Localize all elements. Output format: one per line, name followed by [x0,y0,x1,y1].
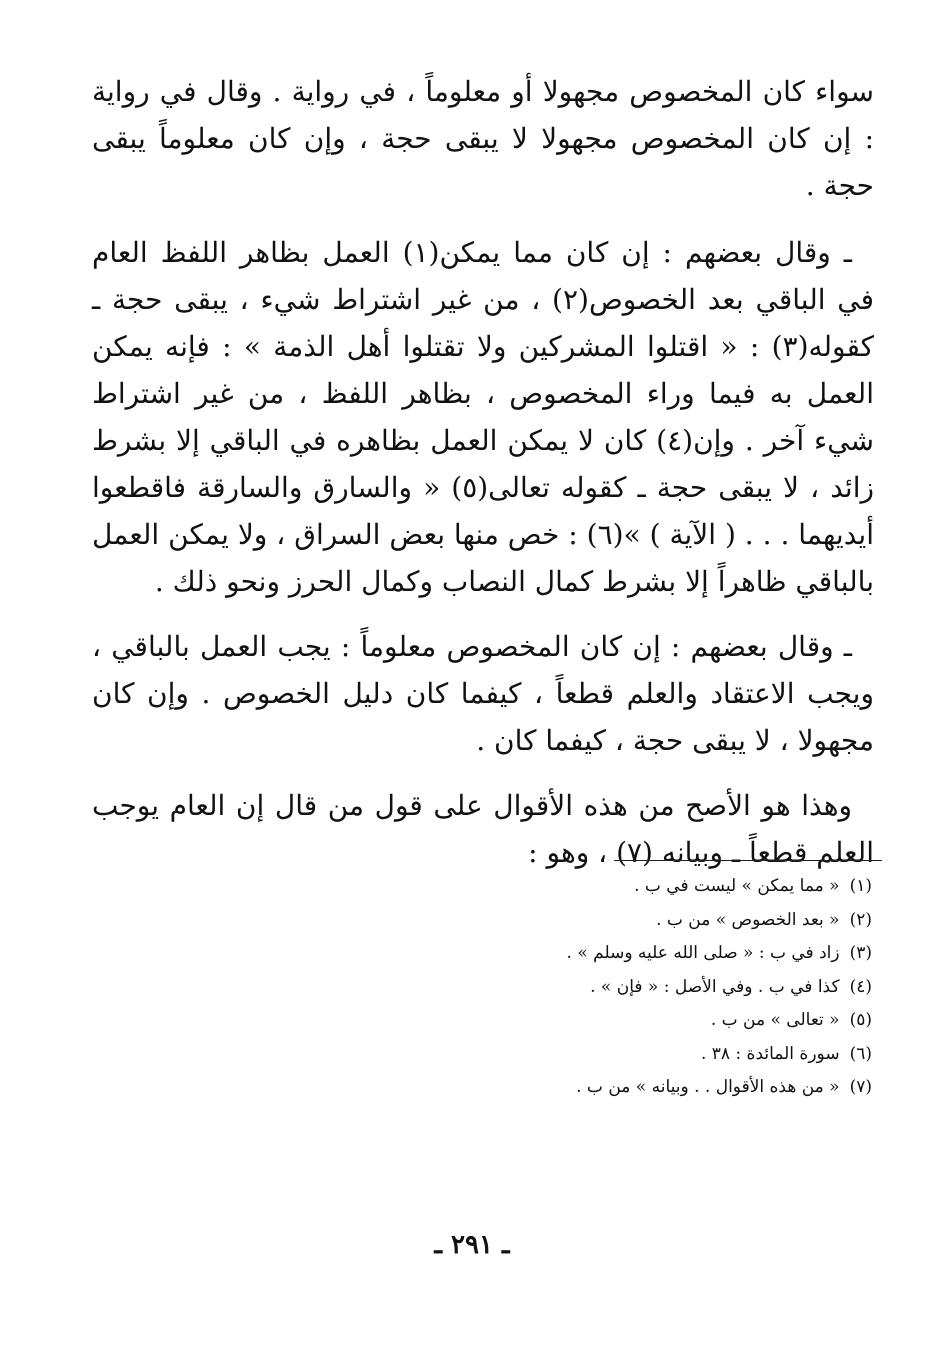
footnote-1 [172,870,872,904]
footnote-text: « تعالى » من ب . [710,1010,840,1030]
footnotes [172,870,872,1105]
footnote-number: (٥) [849,1010,872,1030]
footnote-number: (١) [849,876,872,896]
paragraph-2: ـ وقال بعضهم : إن كان مما يمكن(١) العمل بظاهر اللفظ العام في الباقي بعد الخصوص(٢) ، من غير اشتراط شيء ، يبقى حجة ـ كقوله(٣) : « اقتلوا المشركين ولا تقتلوا أهل الذمة » : فإنه يمكن العمل به فيما وراء المخصوص ، بظاهر اللفظ ، من غير اشتراط شيء آخر . وإن(٤) كان لا يمكن العمل بظاهره في الباقي إلا بشرط زائد ، لا يبقى حجة ـ كقوله تعالى(٥) « والسارق والسارقة فاقطعوا أيديهما . . . ( الآية ) »(٦) : خص منها بعض السراق ، ولا يمكن العمل بالباقي ظاهراً إلا بشرط كمال النصاب وكمال الحرز ونحو ذلك . [92,236,875,598]
footnote-number: (٣) [849,943,872,963]
footnote-5 [172,1004,872,1038]
footnote-3 [172,937,872,971]
footnote-2 [172,904,872,938]
footnote-6 [172,1038,872,1072]
paragraph-1: سواء كان المخصوص مجهولا أو معلوماً ، في رواية . وقال في رواية : إن كان المخصوص مجهولا لا يبقى حجة ، وإن كان معلوماً يبقى حجة . [92,75,874,202]
main-text [92,68,874,876]
footnote-4 [172,971,872,1005]
footnote-separator [614,860,882,861]
footnote-number: (٤) [849,976,872,997]
paragraph-4: وهذا هو الأصح من هذه الأقوال على قول من قال إن العام يوجب العلم قطعاً ـ وبيانه (٧) ، وهو : [92,789,874,869]
footnote-text: كذا في ب . وفي الأصل : « فإن » . [590,976,840,997]
footnote-7 [172,1071,872,1105]
footnote-text: « بعد الخصوص » من ب . [656,909,840,930]
footnote-number: (٦) [849,1043,872,1064]
footnote-text: زاد في ب : « صلى الله عليه وسلم » . [566,943,840,963]
footnote-text: « مما يمكن » ليست في ب . [634,876,840,896]
footnote-text: سورة المائدة : ٣٨ . [700,1043,840,1064]
footnote-number: (٢) [849,909,872,930]
paragraph-3: ـ وقال بعضهم : إن كان المخصوص معلوماً : يجب العمل بالباقي ، ويجب الاعتقاد والعلم قطعاً ، كيفما كان دليل الخصوص . وإن كان مجهولا ، لا يبقى حجة ، كيفما كان . [92,630,874,757]
footnote-text: « من هذه الأقوال . . وبيانه » من ب . [576,1077,840,1097]
footnote-number: (٧) [849,1077,872,1097]
page-number: ـ ٢٩١ ـ [434,1230,510,1260]
